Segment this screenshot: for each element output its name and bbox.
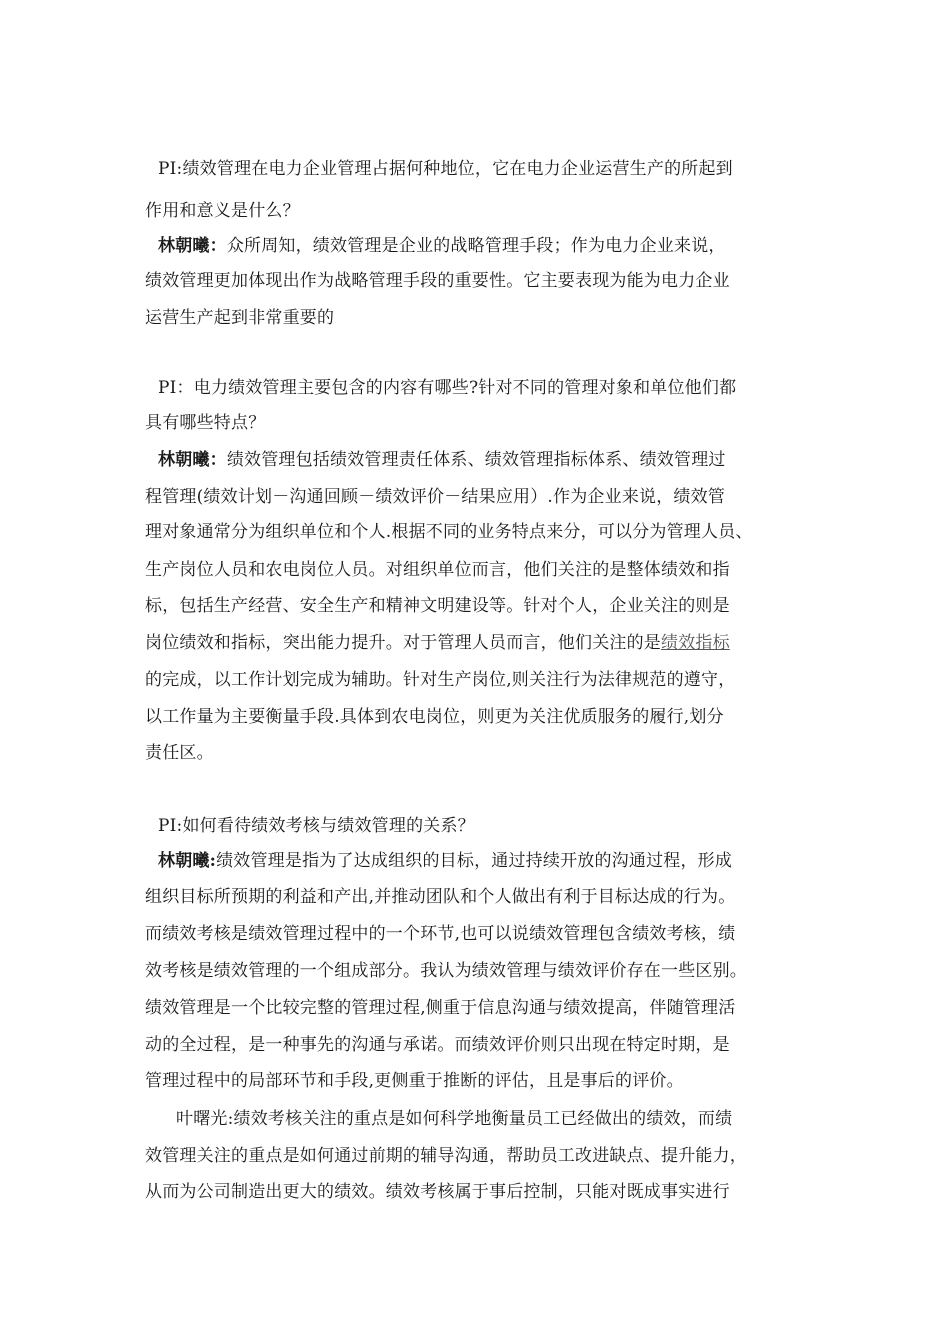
- q3-answer2-line1: 叶曙光:绩效考核关注的重点是如何科学地衡量员工已经做出的绩效，而绩: [176, 1109, 733, 1129]
- performance-indicator-link[interactable]: 绩效指标: [661, 633, 730, 653]
- speaker-name: 林朝曦：: [158, 236, 227, 256]
- q3-answer-line6: 动的全过程，是一种事先的沟通与承诺。而绩效评价则只出现在特定时期，是: [145, 1035, 730, 1055]
- q3-question-line1: PI:如何看待绩效考核与绩效管理的关系？: [158, 816, 475, 836]
- q2-answer-line8: 以工作量为主要衡量手段.具体到农电岗位，则更为关注优质服务的履行,划分: [145, 707, 724, 727]
- q1-question-line2: 作用和意义是什么？: [145, 201, 300, 221]
- q2-question-line1: PI：电力绩效管理主要包含的内容有哪些?针对不同的管理对象和单位他们都: [158, 378, 737, 398]
- q2-answer-line2: 程管理(绩效计划－沟通回顾－绩效评价－结果应用）.作为企业来说，绩效管: [145, 487, 726, 507]
- answer-text: 绩效管理包括绩效管理责任体系、绩效管理指标体系、绩效管理过: [226, 450, 726, 470]
- q1-answer-line1: [158, 235, 726, 257]
- answer-text: 众所周知，绩效管理是企业的战略管理手段；作为电力企业来说，: [226, 236, 726, 256]
- q2-answer-line7: 的完成，以工作计划完成为辅助。针对生产岗位,则关注行为法律规范的遵守，: [145, 670, 736, 690]
- speaker-name: 林朝曦:: [158, 851, 217, 871]
- q1-question-line1: PI:绩效管理在电力企业管理占据何种地位，它在电力企业运营生产的所起到: [158, 159, 733, 179]
- q3-answer-line1: [158, 850, 732, 872]
- q3-answer-line7: 管理过程中的局部环节和手段,更侧重于推断的评估，且是事后的评价。: [145, 1071, 684, 1091]
- answer-text: 绩效管理是指为了达成组织的目标，通过持续开放的沟通过程，形成: [216, 851, 733, 871]
- q3-answer-line3: 而绩效考核是绩效管理过程中的一个环节,也可以说绩效管理包含绩效考核，绩: [145, 924, 736, 944]
- q2-question-line2: 具有哪些特点？: [145, 413, 266, 433]
- q2-answer-line5: 标，包括生产经营、安全生产和精神文明建设等。针对个人，企业关注的则是: [145, 596, 730, 616]
- q3-answer-line5: 绩效管理是一个比较完整的管理过程,侧重于信息沟通与绩效提高，伴随管理活: [145, 998, 736, 1018]
- q3-answer2-line3: 从而为公司制造出更大的绩效。绩效考核属于事后控制，只能对既成事实进行: [145, 1182, 730, 1202]
- answer-text: 岗位绩效和指标，突出能力提升。对于管理人员而言，他们关注的是: [145, 633, 661, 653]
- q3-answer-line4: 效考核是绩效管理的一个组成部分。我认为绩效管理与绩效评价存在一些区别。: [145, 961, 747, 981]
- q2-answer-line9: 责任区。: [145, 743, 214, 763]
- speaker-name: 林朝曦：: [158, 450, 227, 470]
- q2-answer-line3: 理对象通常分为组织单位和个人.根据不同的业务特点来分，可以分为管理人员、: [145, 522, 753, 542]
- q2-answer-line1: [158, 449, 726, 471]
- q1-answer-line2: 绩效管理更加体现出作为战略管理手段的重要性。它主要表现为能为电力企业: [145, 271, 730, 291]
- q2-answer-line6: [145, 632, 730, 654]
- q2-answer-line4: 生产岗位人员和农电岗位人员。对组织单位而言，他们关注的是整体绩效和指: [145, 560, 730, 580]
- q3-answer-line2: 组织目标所预期的利益和产出,并推动团队和个人做出有利于目标达成的行为。: [145, 887, 736, 907]
- q1-answer-line3: 运营生产起到非常重要的: [145, 308, 335, 328]
- q3-answer2-line2: 效管理关注的重点是如何通过前期的辅导沟通，帮助员工改进缺点、提升能力，: [145, 1146, 747, 1166]
